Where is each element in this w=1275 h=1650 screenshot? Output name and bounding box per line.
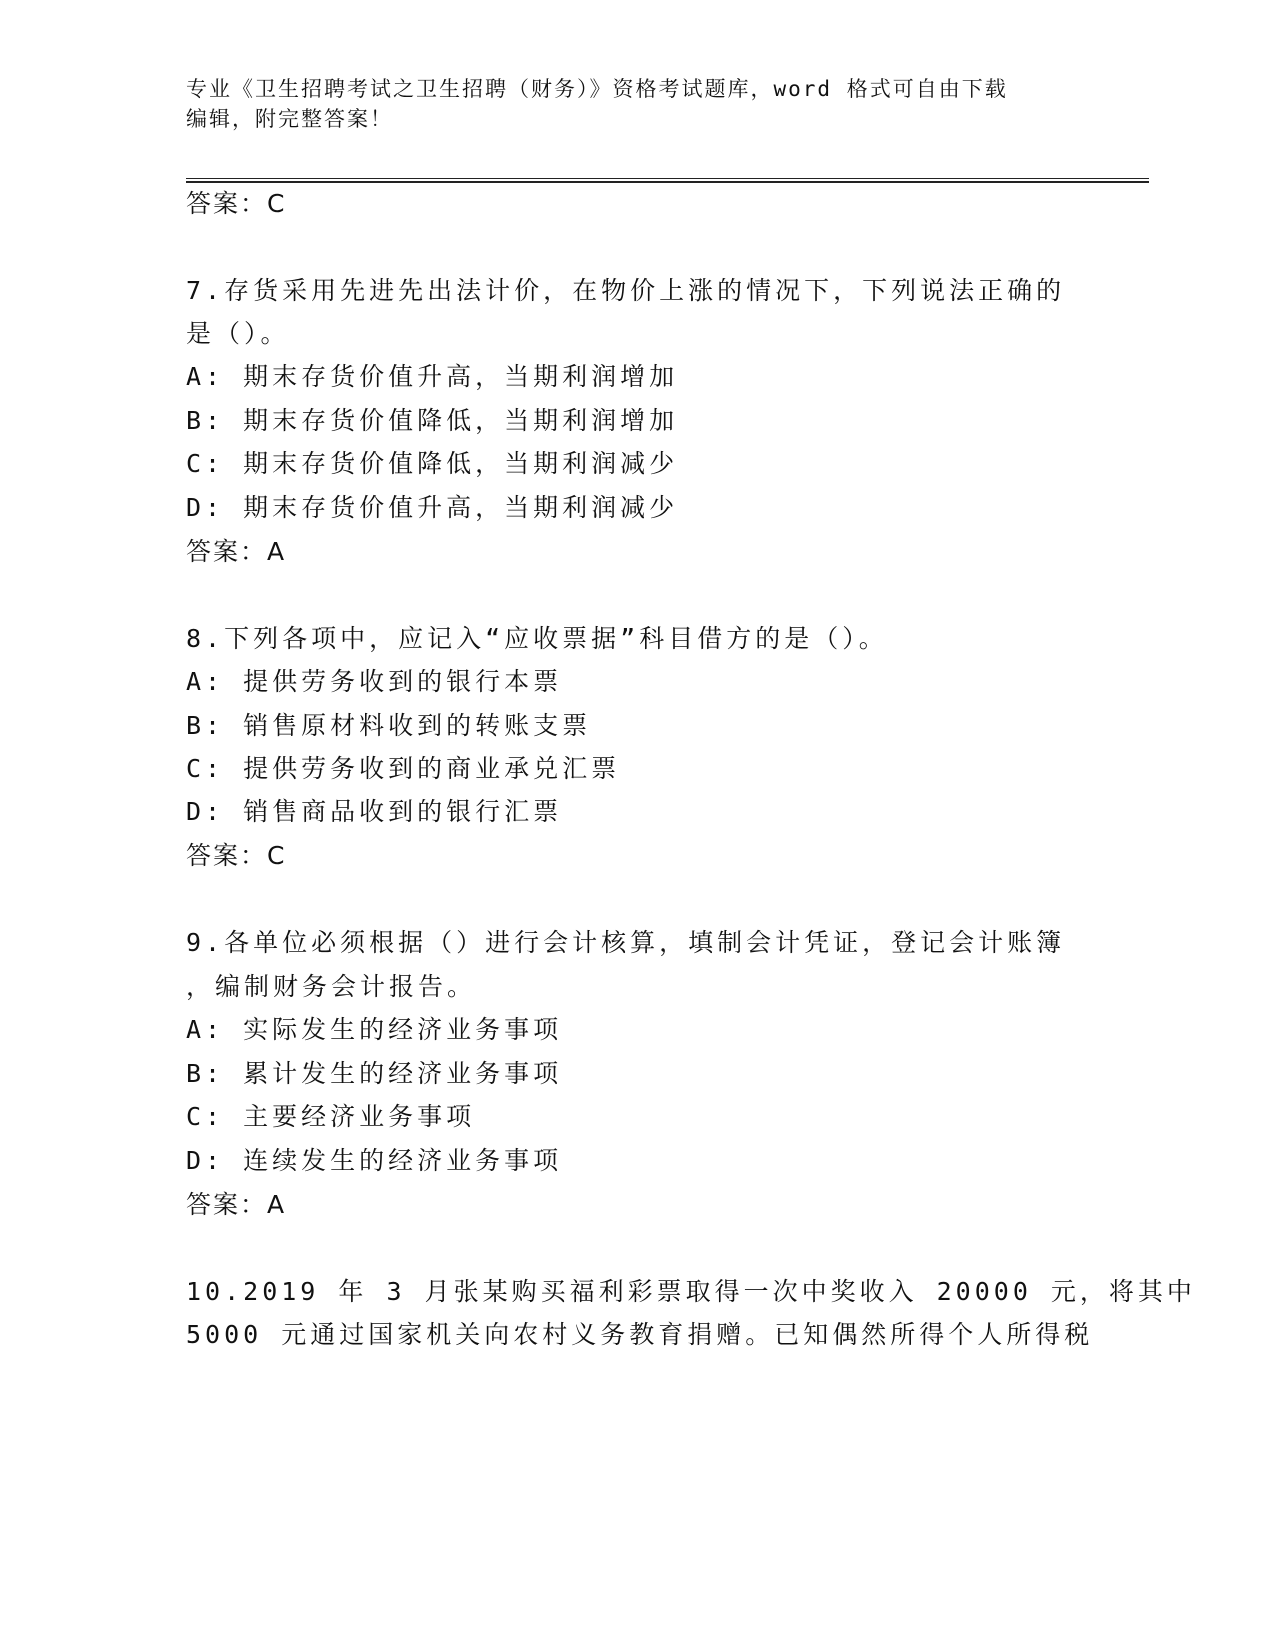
question-7-answer: 答案：A — [186, 537, 287, 566]
question-9-answer: 答案：A — [186, 1190, 287, 1219]
question-7-option-b: B: 期末存货价值降低，当期利润增加 — [186, 406, 679, 435]
question-9-option-b: B: 累计发生的经济业务事项 — [186, 1059, 563, 1088]
question-8-option-a: A: 提供劳务收到的银行本票 — [186, 667, 563, 696]
header-line-2: 编辑，附完整答案！ — [186, 107, 393, 131]
question-7-option-a: A: 期末存货价值升高，当期利润增加 — [186, 362, 679, 391]
question-8-option-d: D: 销售商品收到的银行汇票 — [186, 797, 563, 826]
question-9-option-a: A: 实际发生的经济业务事项 — [186, 1015, 563, 1044]
question-8-stem-line-1: 8.下列各项中，应记入“应收票据”科目借方的是（）。 — [186, 624, 888, 653]
header-line-1: 专业《卫生招聘考试之卫生招聘（财务）》资格考试题库，word 格式可自由下载 — [186, 77, 1008, 101]
header-divider — [186, 178, 1149, 183]
question-9-option-c: C: 主要经济业务事项 — [186, 1102, 476, 1131]
question-8-option-b: B: 销售原材料收到的转账支票 — [186, 711, 592, 740]
question-7-stem-line-1: 7.存货采用先进先出法计价，在物价上涨的情况下，下列说法正确的 — [186, 276, 1066, 305]
previous-answer: 答案：C — [186, 189, 287, 218]
question-9-option-d: D: 连续发生的经济业务事项 — [186, 1146, 563, 1175]
question-7-stem-line-2: 是（）。 — [186, 319, 290, 348]
document-header — [186, 74, 1076, 134]
question-8-option-c: C: 提供劳务收到的商业承兑汇票 — [186, 754, 621, 783]
question-9-stem-line-2: ，编制财务会计报告。 — [186, 972, 477, 1001]
question-10-stem-line-1: 10.2019 年 3 月张某购买福利彩票取得一次中奖收入 20000 元，将其中 — [186, 1277, 1196, 1306]
question-7-option-d: D: 期末存货价值升高，当期利润减少 — [186, 493, 679, 522]
question-9-stem-line-1: 9.各单位必须根据（）进行会计核算，填制会计凭证，登记会计账簿 — [186, 928, 1066, 957]
question-7-option-c: C: 期末存货价值降低，当期利润减少 — [186, 449, 679, 478]
question-8-answer: 答案：C — [186, 841, 287, 870]
question-10-stem-line-2: 5000 元通过国家机关向农村义务教育捐赠。已知偶然所得个人所得税 — [186, 1320, 1094, 1349]
